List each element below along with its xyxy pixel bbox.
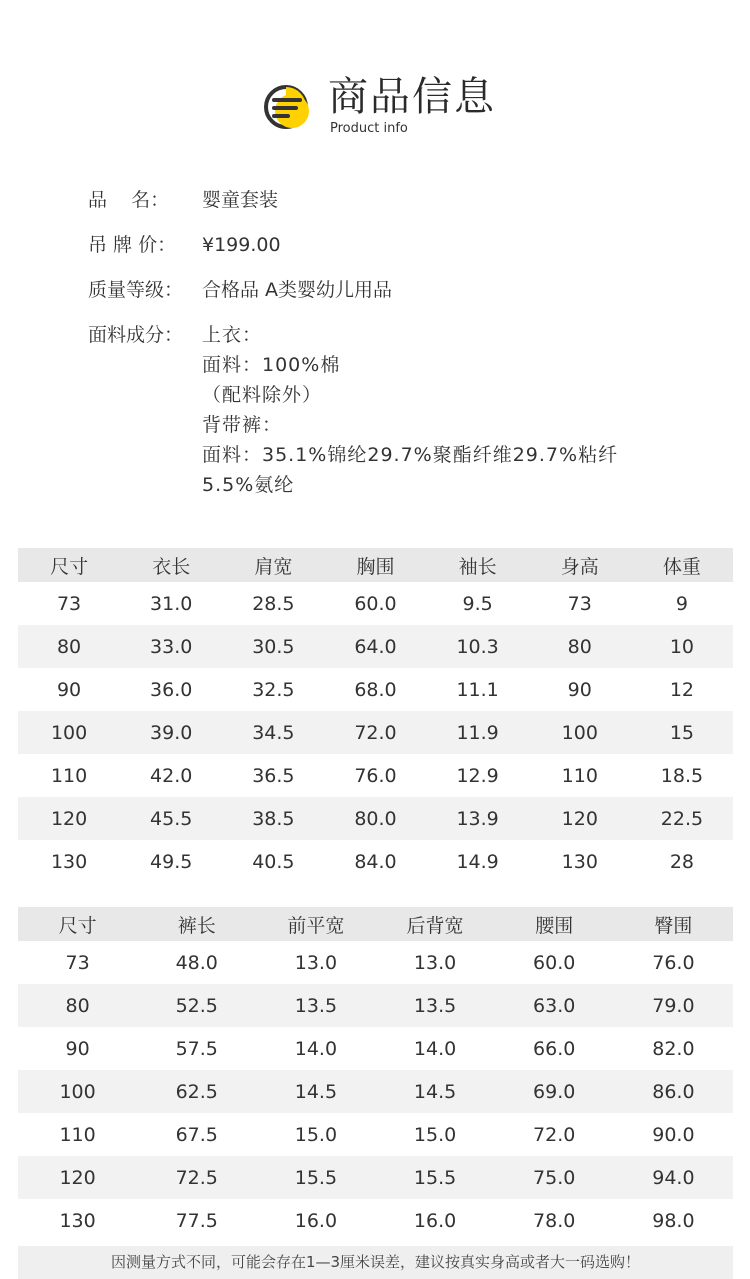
table-cell: 90.0 xyxy=(652,1123,695,1146)
table-cell: 72.0 xyxy=(354,721,397,744)
fabric-line: 5.5%氨纶 xyxy=(202,474,295,496)
table-cell: 39.0 xyxy=(150,721,193,744)
table-cell: 67.5 xyxy=(175,1123,218,1146)
table-cell: 75.0 xyxy=(533,1166,576,1189)
table-cell: 94.0 xyxy=(652,1166,695,1189)
table-cell: 31.0 xyxy=(150,592,193,615)
table-row xyxy=(18,1156,733,1199)
column-header: 胸围 xyxy=(356,555,395,578)
fabric-line: 面料：100%棉 xyxy=(202,354,341,376)
section-header xyxy=(262,74,522,138)
page-subtitle: Product info xyxy=(330,121,408,136)
table-cell: 82.0 xyxy=(652,1037,695,1060)
fabric-value xyxy=(202,320,618,500)
table-cell: 48.0 xyxy=(175,951,218,974)
table-cell: 16.0 xyxy=(413,1209,457,1232)
column-header: 裤长 xyxy=(177,914,216,937)
table-cell: 28.5 xyxy=(252,592,295,615)
table-cell: 57.5 xyxy=(175,1037,218,1060)
product-info-list xyxy=(88,185,708,515)
table-row xyxy=(18,1199,733,1242)
table-row xyxy=(18,1027,733,1070)
table-cell: 120 xyxy=(50,807,88,830)
table-cell: 12.9 xyxy=(456,764,499,787)
table-row xyxy=(18,840,733,883)
table-cell: 32.5 xyxy=(252,678,295,701)
table-cell: 15.5 xyxy=(413,1166,457,1189)
table-cell: 110 xyxy=(561,764,598,787)
page-title: 商品信息 xyxy=(328,74,496,120)
table-cell: 100 xyxy=(59,1080,96,1103)
table-cell: 110 xyxy=(50,764,88,787)
table-cell: 14.0 xyxy=(413,1037,457,1060)
table-cell: 13.5 xyxy=(294,994,338,1017)
table-cell: 110 xyxy=(59,1123,96,1146)
table-cell: 11.9 xyxy=(456,721,499,744)
table-cell: 15 xyxy=(669,721,695,744)
column-header: 袖长 xyxy=(458,555,497,578)
column-header: 前平宽 xyxy=(287,914,345,937)
table-cell: 100 xyxy=(50,721,88,744)
table-cell: 36.0 xyxy=(150,678,193,701)
column-header: 身高 xyxy=(560,555,599,578)
table-cell: 62.5 xyxy=(175,1080,218,1103)
table-cell: 130 xyxy=(59,1209,96,1232)
table-cell: 79.0 xyxy=(652,994,695,1017)
fabric-line: 背带裤： xyxy=(202,414,283,436)
table-cell: 49.5 xyxy=(150,850,193,873)
table-cell: 64.0 xyxy=(354,635,397,658)
table-cell: 90 xyxy=(567,678,592,701)
table-row xyxy=(18,668,733,711)
column-header: 尺寸 xyxy=(50,555,89,578)
info-row-price xyxy=(88,230,708,260)
table-cell: 63.0 xyxy=(533,994,576,1017)
table-cell: 28 xyxy=(669,850,695,873)
table-cell: 18.5 xyxy=(660,764,704,787)
table-cell: 120 xyxy=(561,807,598,830)
grade-label: 质量等级： xyxy=(88,279,184,301)
column-header: 肩宽 xyxy=(254,555,293,578)
table-header-row xyxy=(18,907,733,941)
table-cell: 10.3 xyxy=(456,635,499,658)
column-header: 后背宽 xyxy=(406,914,464,937)
table-cell: 86.0 xyxy=(652,1080,695,1103)
table-row xyxy=(18,984,733,1027)
table-cell: 12 xyxy=(669,678,695,701)
table-cell: 76.0 xyxy=(652,951,695,974)
table-cell: 130 xyxy=(561,850,598,873)
table-cell: 80 xyxy=(567,635,592,658)
table-row xyxy=(18,754,733,797)
table-cell: 42.0 xyxy=(150,764,193,787)
table-row xyxy=(18,1113,733,1156)
table-cell: 80 xyxy=(56,635,82,658)
table-cell: 90 xyxy=(56,678,82,701)
table-header-row xyxy=(18,548,733,582)
info-row-grade xyxy=(88,275,708,305)
fabric-label: 面料成分： xyxy=(88,324,184,346)
table-cell: 34.5 xyxy=(252,721,295,744)
table-row xyxy=(18,711,733,754)
table-row xyxy=(18,797,733,840)
table-cell: 73 xyxy=(567,592,592,615)
column-header: 腰围 xyxy=(535,914,574,937)
table-cell: 78.0 xyxy=(533,1209,576,1232)
name-label: 品 名： xyxy=(88,189,170,211)
table-cell: 15.0 xyxy=(294,1123,338,1146)
table-cell: 84.0 xyxy=(354,850,397,873)
table-cell: 13.9 xyxy=(456,807,499,830)
table-cell: 120 xyxy=(59,1166,96,1189)
column-header: 尺寸 xyxy=(58,914,97,937)
table-cell: 98.0 xyxy=(652,1209,695,1232)
table-cell: 14.5 xyxy=(294,1080,338,1103)
table-cell: 15.0 xyxy=(413,1123,457,1146)
table-cell: 38.5 xyxy=(252,807,295,830)
table-cell: 9 xyxy=(675,592,688,615)
price-value: ¥199.00 xyxy=(202,234,281,256)
table-cell: 68.0 xyxy=(354,678,397,701)
table-cell: 72.0 xyxy=(533,1123,576,1146)
table-cell: 73 xyxy=(56,592,82,615)
table-cell: 80.0 xyxy=(354,807,397,830)
table-cell: 13.0 xyxy=(294,951,338,974)
table-cell: 9.5 xyxy=(462,592,493,615)
table-cell: 14.9 xyxy=(456,850,499,873)
table-row xyxy=(18,625,733,668)
table-cell: 22.5 xyxy=(660,807,704,830)
menu-lines-badge-icon xyxy=(262,84,314,130)
table-cell: 36.5 xyxy=(252,764,295,787)
table-cell: 73 xyxy=(65,951,90,974)
price-label: 吊 牌 价： xyxy=(88,234,177,256)
table-row xyxy=(18,582,733,625)
measurement-note: 因测量方式不同，可能会存在1—3厘米误差，建议按真实身高或者大一码选购！ xyxy=(18,1246,733,1279)
info-row-fabric xyxy=(88,320,708,500)
table-cell: 52.5 xyxy=(175,994,218,1017)
table-cell: 14.0 xyxy=(294,1037,338,1060)
table-cell: 76.0 xyxy=(354,764,397,787)
table-cell: 69.0 xyxy=(533,1080,576,1103)
table-cell: 90 xyxy=(65,1037,90,1060)
table-cell: 16.0 xyxy=(294,1209,338,1232)
table-cell: 13.5 xyxy=(413,994,457,1017)
table-cell: 72.5 xyxy=(175,1166,218,1189)
fabric-line: 上衣： xyxy=(202,324,263,346)
table-cell: 77.5 xyxy=(175,1209,218,1232)
table-cell: 14.5 xyxy=(413,1080,457,1103)
table-cell: 40.5 xyxy=(252,850,295,873)
table-cell: 33.0 xyxy=(150,635,193,658)
table-cell: 45.5 xyxy=(150,807,193,830)
info-row-name xyxy=(88,185,708,215)
table-cell: 130 xyxy=(50,850,88,873)
table-row xyxy=(18,941,733,984)
bottom-size-table xyxy=(18,907,733,1242)
column-header: 体重 xyxy=(662,555,701,578)
column-header: 臀围 xyxy=(654,914,693,937)
fabric-line: 面料：35.1%锦纶29.7%聚酯纤维29.7%粘纤 xyxy=(202,444,619,466)
table-cell: 11.1 xyxy=(456,678,499,701)
grade-value: 合格品 A类婴幼儿用品 xyxy=(202,279,393,301)
table-cell: 80 xyxy=(65,994,90,1017)
table-cell: 30.5 xyxy=(252,635,295,658)
name-value: 婴童套装 xyxy=(202,189,279,211)
fabric-line: （配料除外） xyxy=(202,384,323,406)
table-cell: 100 xyxy=(561,721,598,744)
table-cell: 10 xyxy=(669,635,695,658)
table-row xyxy=(18,1070,733,1113)
table-cell: 60.0 xyxy=(354,592,397,615)
top-size-table xyxy=(18,548,733,883)
table-cell: 60.0 xyxy=(533,951,576,974)
table-cell: 15.5 xyxy=(294,1166,338,1189)
column-header: 衣长 xyxy=(152,555,191,578)
table-cell: 66.0 xyxy=(533,1037,576,1060)
table-cell: 13.0 xyxy=(413,951,457,974)
